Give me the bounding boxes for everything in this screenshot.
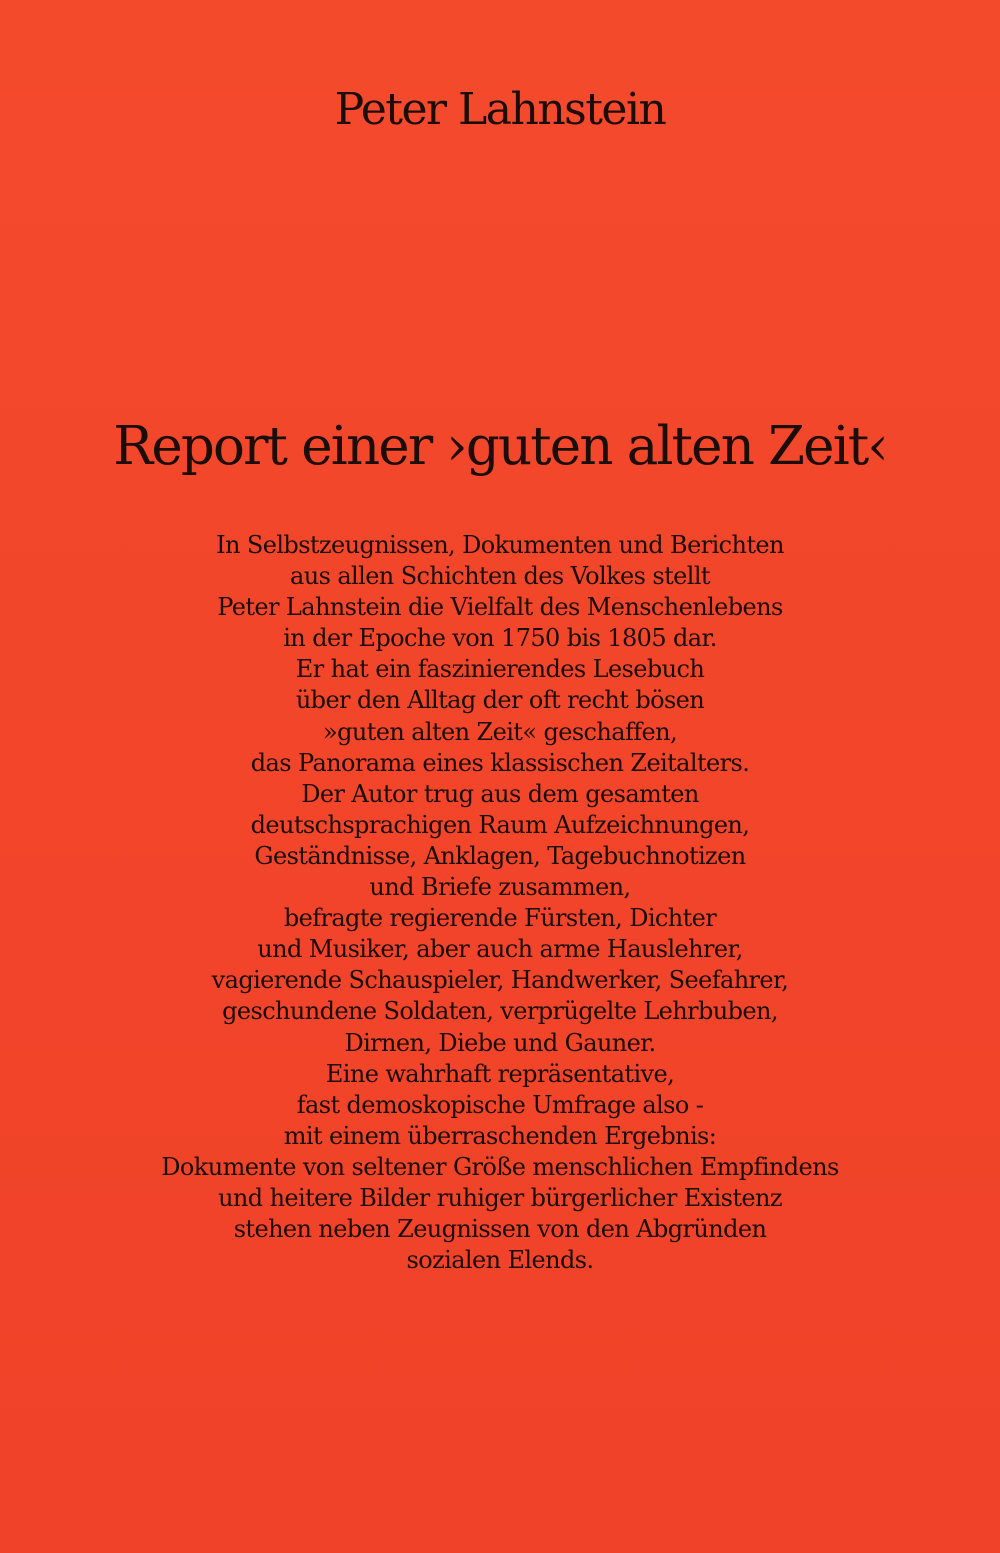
blurb-line: stehen neben Zeugnissen von den Abgründen <box>233 1215 767 1244</box>
author-name: Peter Lahnstein <box>334 84 666 135</box>
blurb-line: aus allen Schichten des Volkes stellt <box>290 562 710 591</box>
blurb-line: Dokumente von seltener Größe menschlichen Empfindens <box>161 1152 839 1181</box>
blurb-line: sozialen Elends. <box>406 1246 594 1275</box>
blurb-line: deutschsprachigen Raum Aufzeichnungen, <box>250 810 750 839</box>
blurb-line: Peter Lahnstein die Vielfalt des Menschenlebens <box>217 593 783 622</box>
blurb-line: Eine wahrhaft repräsentative, <box>325 1059 675 1088</box>
blurb-line: in der Epoche von 1750 bis 1805 dar. <box>283 624 717 653</box>
blurb-line: und Musiker, aber auch arme Hauslehrer, <box>257 935 743 964</box>
blurb-line: fast demoskopische Umfrage also - <box>296 1090 704 1119</box>
blurb-line: geschundene Soldaten, verprügelte Lehrbuben, <box>222 997 778 1026</box>
blurb-line: mit einem überraschenden Ergebnis: <box>283 1121 717 1150</box>
blurb-line: Geständnisse, Anklagen, Tagebuchnotizen <box>254 841 746 870</box>
blurb-line: vagierende Schauspieler, Handwerker, Seefahrer, <box>211 966 789 995</box>
blurb-line: befragte regierende Fürsten, Dichter <box>283 904 717 933</box>
blurb-line: Er hat ein faszinierendes Lesebuch <box>295 655 705 684</box>
blurb-line: »guten alten Zeit« geschaffen, <box>322 717 677 746</box>
blurb-line: über den Alltag der oft recht bösen <box>295 686 705 715</box>
blurb-line: Dirnen, Diebe und Gauner. <box>344 1028 656 1057</box>
book-title: Report einer ›guten alten Zeit‹ <box>113 416 887 477</box>
blurb-line: Der Autor trug aus dem gesamten <box>301 779 699 808</box>
blurb-line: und Briefe zusammen, <box>369 873 631 902</box>
blurb-text <box>60 530 940 1276</box>
blurb-line: und heitere Bilder ruhiger bürgerlicher Existenz <box>218 1183 782 1212</box>
blurb-line: das Panorama eines klassischen Zeitalters. <box>250 748 750 777</box>
blurb-line: In Selbstzeugnissen, Dokumenten und Berichten <box>216 531 784 559</box>
